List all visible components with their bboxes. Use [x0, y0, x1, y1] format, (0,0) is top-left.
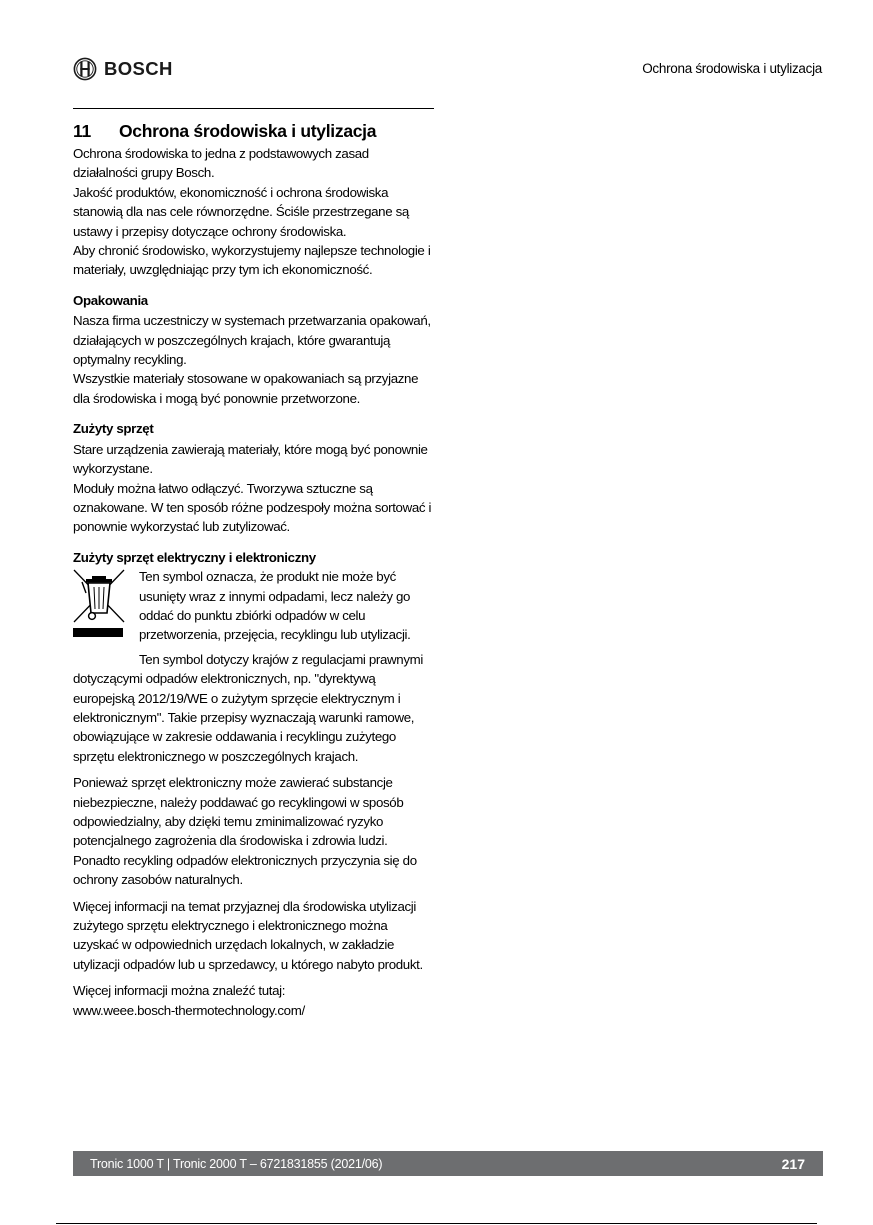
chapter-title: Ochrona środowiska i utylizacja	[119, 121, 377, 141]
used-equipment-paragraph: Stare urządzenia zawierają materiały, które mogą być ponownie wykorzystane.	[73, 441, 428, 477]
used-equipment-paragraph: Moduły można łatwo odłączyć. Tworzywa sztuczne są oznakowane. W ten sposób różne podzespoły można sortować i ponownie wykorzystać lub zutylizować.	[73, 480, 432, 535]
bosch-armature-icon	[73, 57, 97, 81]
packaging-heading: Opakowania	[73, 292, 148, 308]
running-header-title: Ochrona środowiska i utylizacja	[642, 61, 822, 76]
weee-icon-container	[73, 567, 139, 645]
packaging-paragraph: Nasza firma uczestniczy w systemach przetwarzania opakowań, działających w poszczególnych krajach, które gwarantują optymalny recykling.	[73, 313, 431, 368]
brand-name: BOSCH	[104, 58, 173, 79]
page-bottom-rule	[56, 1223, 817, 1224]
section-divider	[73, 108, 434, 109]
more-info-label: Więcej informacji można znaleźć tutaj:	[73, 983, 286, 999]
weee-paragraph: Ten symbol dotyczy krajów z regulacjami prawnymi dotyczącymi odpadów elektronicznych, np. "dyrektywą europejską 2012/19/WE o zużytym sprzęcie elektrycznym i elektronicznym". Takie przepisy wyznaczają warunki ramowe, obowiązujące w zakresie oddawania i recyklingu zużytego sprzętu elektronicznego w poszczególnych krajach.	[73, 651, 423, 764]
bosch-logo	[73, 56, 173, 82]
weee-symbol-block	[73, 567, 434, 645]
footer-bar	[73, 1151, 823, 1176]
intro-paragraph: Ochrona środowiska to jedna z podstawowych zasad działalności grupy Bosch.	[73, 146, 369, 181]
used-equipment-section	[73, 419, 434, 536]
weee-section	[73, 548, 434, 1020]
packaging-paragraph: Wszystkie materiały stosowane w opakowaniach są przyjazne dla środowiska i mogą być ponownie przetworzone.	[73, 371, 419, 406]
chapter-number: 11	[73, 121, 91, 141]
page-number: 217	[781, 1155, 805, 1172]
intro-paragraph: Aby chronić środowisko, wykorzystujemy najlepsze technologie i materiały, uwzględniając przy tym ich ekonomiczność.	[73, 243, 431, 278]
weee-heading: Zużyty sprzęt elektryczny i elektroniczny	[73, 549, 316, 565]
used-equipment-heading: Zużyty sprzęt	[73, 421, 154, 437]
more-info-link[interactable]: www.weee.bosch-thermotechnology.com/	[73, 1002, 305, 1018]
packaging-section	[73, 291, 434, 408]
chapter-heading	[73, 118, 434, 144]
weee-paragraph: Ponieważ sprzęt elektroniczny może zawierać substancje niebezpieczne, należy poddawać go recyklingowi w sposób odpowiedzialny, aby dzięki temu zminimalizować ryzyko potencjalnego zagrożenia dla środowiska i zdrowia ludzi. Ponadto recykling odpadów elektronicznych przyczynia się do ochrony zasobów naturalnych.	[73, 775, 417, 888]
weee-paragraph: Więcej informacji na temat przyjaznej dla środowiska utylizacji zużytego sprzętu elektrycznego i elektronicznego można uzyskać w odpowiednich urzędach lokalnych, w zakładzie utylizacji odpadów lub u sprzedawcy, u którego nabyto produkt.	[73, 898, 423, 972]
intro-section	[73, 144, 434, 280]
main-content	[73, 118, 434, 1020]
intro-paragraph: Jakość produktów, ekonomiczność i ochrona środowiska stanowią dla nas cele równorzędne. Ściśle przestrzegane są ustawy i przepisy dotyczące ochrony środowiska.	[73, 184, 409, 239]
weee-symbol-text: Ten symbol oznacza, że produkt nie może być usunięty wraz z innymi odpadami, lecz należy go oddać do punktu zbiórki odpadów w celu przetworzenia, przejęcia, recyklingu lub utylizacji.	[139, 569, 411, 643]
footer-document-info: Tronic 1000 T | Tronic 2000 T – 6721831855 (2021/06)	[90, 1156, 383, 1171]
crossed-out-wheelie-bin-icon	[73, 569, 125, 639]
